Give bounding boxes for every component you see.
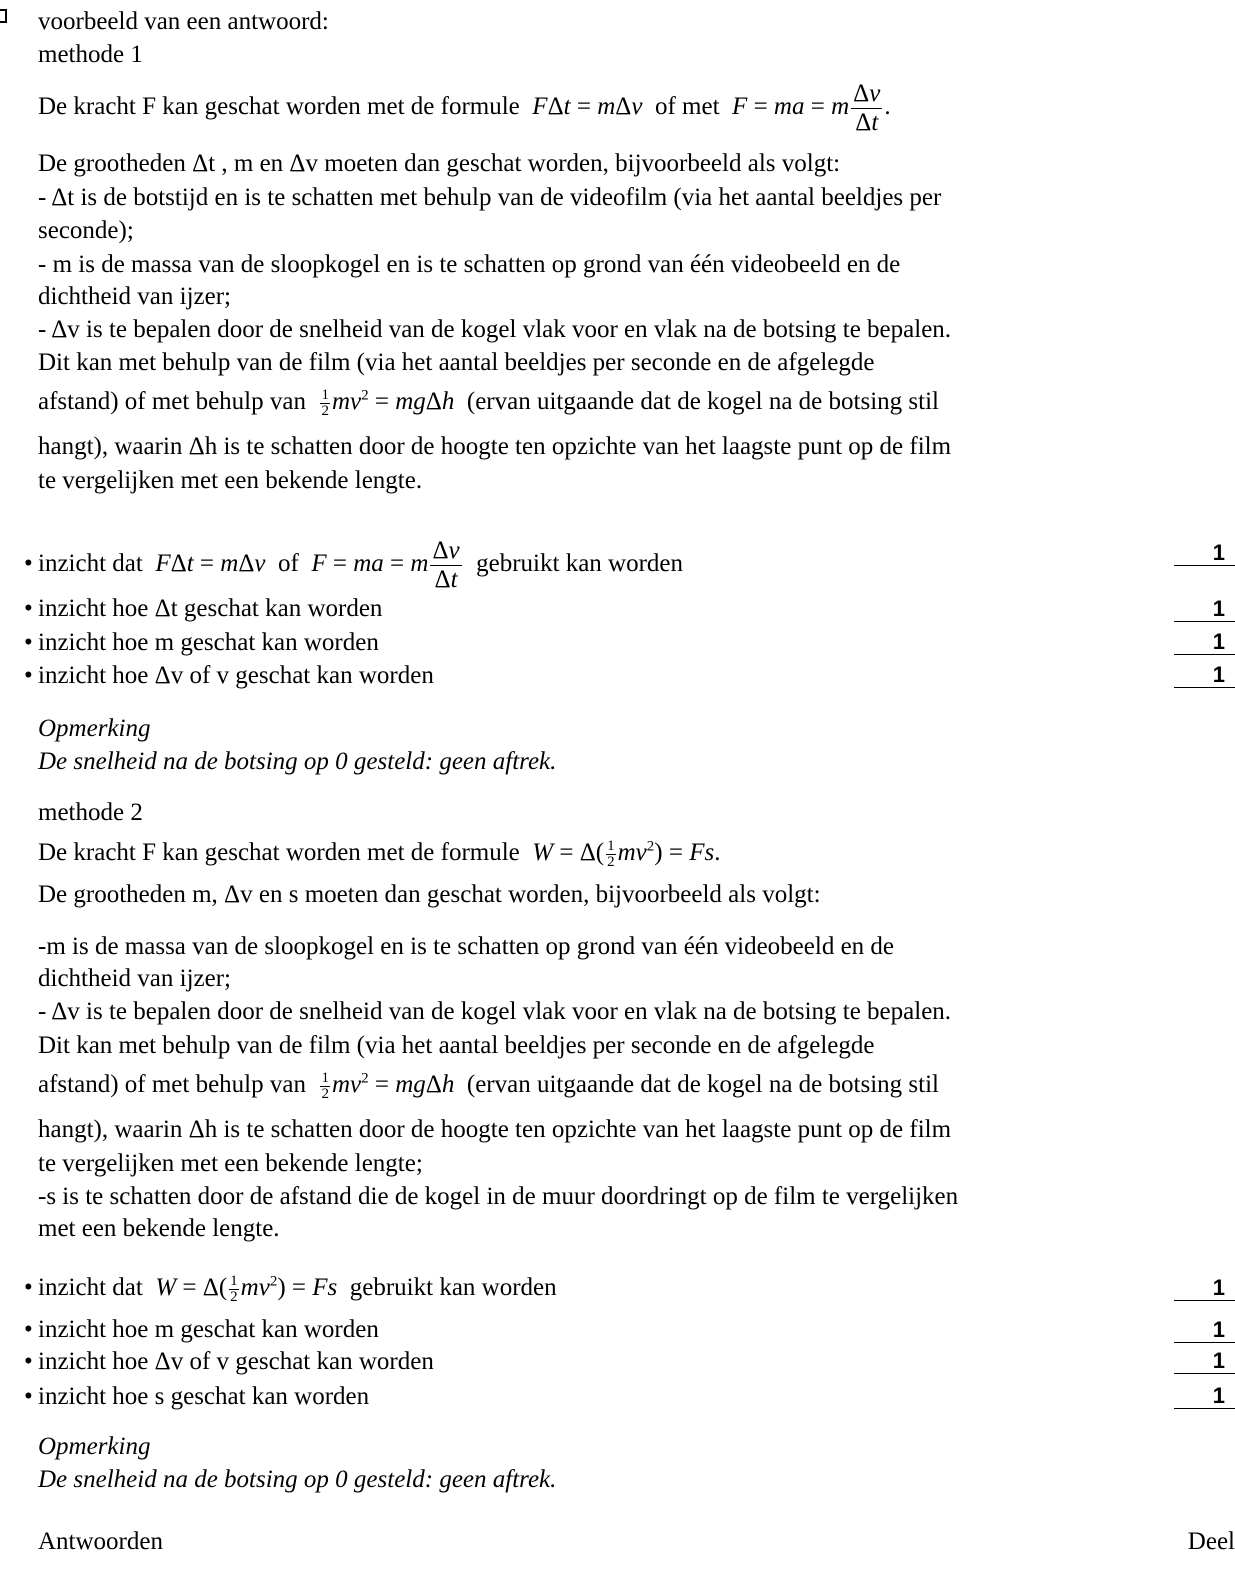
m2-crit1-formula: W = Δ( $\frac{1}{2}$ $mv^2) = Fs$ xyxy=(155,1272,338,1305)
m1-formula-mid: of met xyxy=(654,93,720,121)
m1-impulse-formula: FΔt = mΔv xyxy=(532,93,643,121)
m2-dv-line4: hangt), waarin Δh is te schatten door de hoogte ten opzichte van het laagste punt op de film xyxy=(38,1116,952,1143)
m1-criterion-3: • inzicht hoe m geschat kan worden xyxy=(24,629,379,656)
m2-dv-line3-post: (ervan uitgaande dat de kogel na de botsing stil xyxy=(466,1071,939,1098)
m2-s-line1: -s is te schatten door de afstand die de kogel in de muur doordringt op de film te vergelijken xyxy=(38,1183,959,1210)
m2-score-1: 1 xyxy=(1174,1276,1235,1301)
m1-dv-line4: hangt), waarin Δh is te schatten door de hoogte ten opzichte van het laagste punt op de film xyxy=(38,433,952,460)
intro-text: voorbeeld van een antwoord: xyxy=(38,8,329,35)
m2-quantities-line: De grootheden m, Δv en s moeten dan geschat worden, bijvoorbeeld als volgt: xyxy=(38,881,821,908)
m2-criterion-1: • inzicht dat W = Δ( $\frac{1}{2}$ $mv^2) = Fs$ gebruikt kan worden xyxy=(24,1272,557,1305)
m2-s-line2: met een bekende lengte. xyxy=(38,1215,280,1242)
m1-dv-line2: Dit kan met behulp van de film (via het aantal beeldjes per seconde en de afgelegde xyxy=(38,349,875,376)
m2-criterion-2: • inzicht hoe m geschat kan worden xyxy=(24,1316,379,1343)
m2-score-4: 1 xyxy=(1174,1384,1235,1409)
m2-score-3: 1 xyxy=(1174,1349,1235,1374)
m1-criterion-2: • inzicht hoe Δt geschat kan worden xyxy=(24,595,383,622)
m2-dv-line1: - Δv is te bepalen door de snelheid van de kogel vlak voor en vlak na de botsing te bepalen. xyxy=(38,998,952,1025)
checkbox-marker xyxy=(0,9,7,23)
m1-energy-formula: $\frac{1}{2}$ $mv^2 = mg\Delta h$ xyxy=(321,386,455,419)
footer-left: Antwoorden xyxy=(38,1528,163,1555)
m2-dv-line3 xyxy=(38,1068,939,1102)
m1-dv-line3-pre: afstand) of met behulp van xyxy=(38,388,306,415)
m2-m-line1: -m is de massa van de sloopkogel en is te schatten op grond van één videobeeld en de xyxy=(38,933,895,960)
m2-formula-pre: De kracht F kan geschat worden met de formule xyxy=(38,839,520,866)
footer-right: Deel xyxy=(1187,1528,1235,1555)
m2-criterion-3: • inzicht hoe Δv of v geschat kan worden xyxy=(24,1348,434,1375)
m1-dv-line1: - Δv is te bepalen door de snelheid van de kogel vlak voor en vlak na de botsing te bepalen. xyxy=(38,316,952,343)
m1-score-4: 1 xyxy=(1174,663,1235,688)
m2-remark-text: De snelheid na de botsing op 0 gesteld: geen aftrek. xyxy=(38,1466,557,1493)
m2-m-line2: dichtheid van ijzer; xyxy=(38,965,231,992)
m2-dv-line2: Dit kan met behulp van de film (via het aantal beeldjes per seconde en de afgelegde xyxy=(38,1032,875,1059)
m2-remark-title: Opmerking xyxy=(38,1433,151,1460)
m1-score-3: 1 xyxy=(1174,630,1235,655)
m2-score-2: 1 xyxy=(1174,1318,1235,1343)
m1-m-line1: - m is de massa van de sloopkogel en is te schatten op grond van één videobeeld en de xyxy=(38,251,901,278)
m2-dv-line5: te vergelijken met een bekende lengte; xyxy=(38,1150,423,1177)
m1-dt-line2: seconde); xyxy=(38,217,134,244)
m1-newton-formula: F = ma = m $\frac{\Delta v}{\Delta t}$ . xyxy=(732,80,891,136)
m2-work-formula: W = Δ( $\frac{1}{2}$ $mv^2) = Fs$. xyxy=(532,837,721,870)
m2-criterion-4: • inzicht hoe s geschat kan worden xyxy=(24,1383,370,1410)
method2-label: methode 2 xyxy=(38,799,143,826)
m1-formula-pre: De kracht F kan geschat worden met de formule xyxy=(38,93,520,121)
m1-crit1-formula-a: FΔt = mΔv xyxy=(155,550,266,578)
m1-quantities-line: De grootheden Δt , m en Δv moeten dan geschat worden, bijvoorbeeld als volgt: xyxy=(38,150,841,177)
m2-formula-line xyxy=(38,836,720,870)
m1-score-2: 1 xyxy=(1174,597,1235,622)
m1-score-1: 1 xyxy=(1174,541,1235,566)
m2-energy-formula: $\frac{1}{2}$ $mv^2 = mg\Delta h$ xyxy=(321,1069,455,1102)
m1-crit1-formula-b: F = ma = m $\frac{\Delta v}{\Delta t}$ xyxy=(311,537,460,593)
method1-label: methode 1 xyxy=(38,41,143,68)
m1-criterion-4: • inzicht hoe Δv of v geschat kan worden xyxy=(24,662,434,689)
m1-dv-line3-post: (ervan uitgaande dat de kogel na de botsing stil xyxy=(466,388,939,415)
m1-remark-title: Opmerking xyxy=(38,715,151,742)
m2-dv-line3-pre: afstand) of met behulp van xyxy=(38,1071,306,1098)
m1-m-line2: dichtheid van ijzer; xyxy=(38,283,231,310)
m1-remark-text: De snelheid na de botsing op 0 gesteld: geen aftrek. xyxy=(38,748,557,775)
m1-dt-line1: - Δt is de botstijd en is te schatten met behulp van de videofilm (via het aantal beeldjes per xyxy=(38,184,942,211)
m1-criterion-1: • inzicht dat FΔt = mΔv of F = ma = m $\frac{\Delta v}{\Delta t}$ gebruikt kan worden xyxy=(24,537,684,593)
m1-dv-line5: te vergelijken met een bekende lengte. xyxy=(38,467,423,494)
m1-formula-line xyxy=(38,80,891,137)
m1-dv-line3 xyxy=(38,385,939,419)
